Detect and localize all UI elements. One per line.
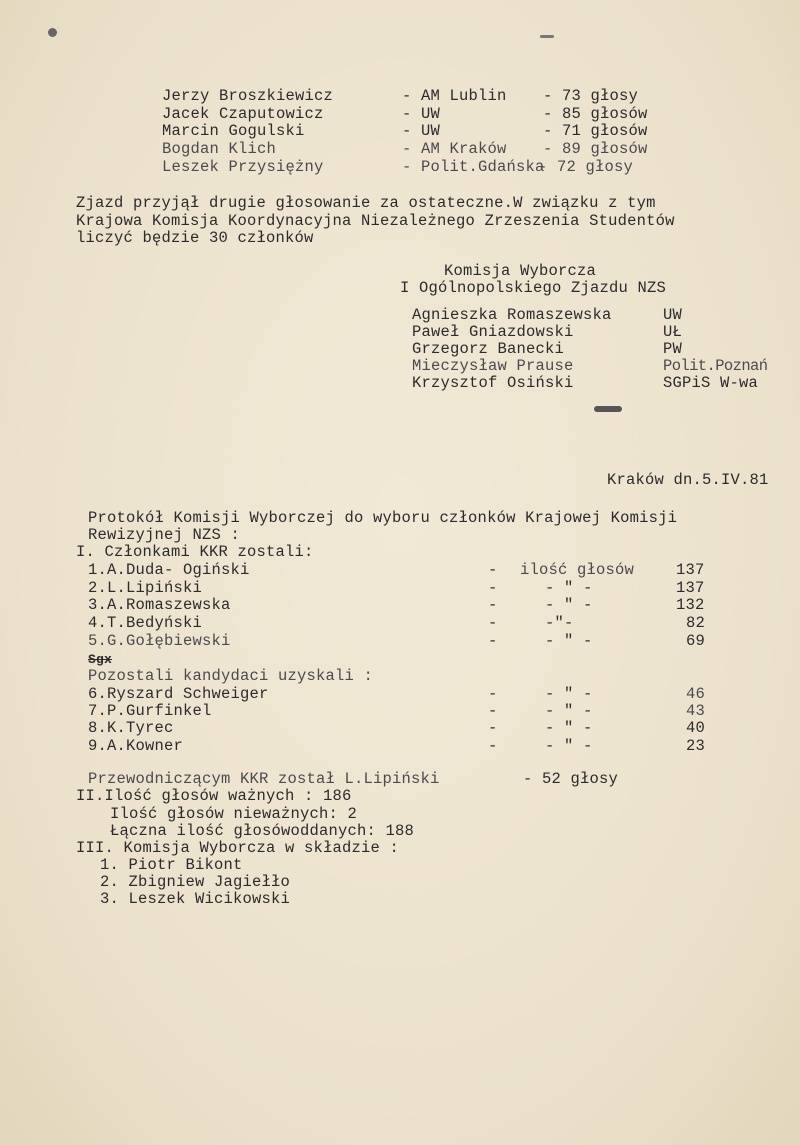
elected-votes: 69 <box>686 632 706 650</box>
section3-heading: III. Komisja Wyborcza w składzie : <box>76 839 400 857</box>
result-school: - Polit.Gdańska <box>402 158 545 176</box>
other-votes: 43 <box>686 702 706 720</box>
section3-member: 1. Piotr Bikont <box>100 856 243 874</box>
commission-school: UW <box>663 306 683 324</box>
commission-school: SGPiS W-wa <box>663 374 759 392</box>
result-votes: - 85 głosów <box>543 105 648 123</box>
section3-member: 2. Zbigniew Jagiełło <box>100 873 291 891</box>
result-row: Marcin Gogulski <box>162 122 305 140</box>
other-ditto: - " - <box>545 702 593 720</box>
protocol-title: Rewizyjnej NZS : <box>88 526 241 544</box>
other-ditto: - " - <box>545 719 593 737</box>
section2-line: II.Ilość głosów ważnych : 186 <box>76 787 352 805</box>
chair-votes: - 52 głosy <box>523 770 619 788</box>
section3-member: 3. Leszek Wicikowski <box>100 890 291 908</box>
commission-heading: Komisja Wyborcza <box>444 262 597 280</box>
other-name: 7.P.Gurfinkel <box>88 702 212 720</box>
other-name: 9.A.Kowner <box>88 737 184 755</box>
result-row: Jacek Czaputowicz <box>162 105 324 123</box>
commission-member: Grzegorz Banecki <box>412 340 565 358</box>
elected-votes: 82 <box>686 614 706 632</box>
elected-votes: 137 <box>676 579 705 597</box>
elected-dash: - <box>488 596 498 614</box>
votes-header: ilość głosów <box>520 561 635 579</box>
result-school: - AM Kraków <box>402 140 507 158</box>
elected-ditto: - " - <box>545 632 593 650</box>
commission-school: Polit.Poznań <box>663 357 768 375</box>
result-row: Bogdan Klich <box>162 140 277 158</box>
elected-name: 5.G.Gołębiewski <box>88 632 231 650</box>
paragraph-line: liczyć będzie 30 członków <box>76 229 314 247</box>
elected-ditto: - " - <box>545 596 593 614</box>
place-date: Kraków dn.5.IV.81 <box>607 471 769 489</box>
elected-name: 4.T.Bedyński <box>88 614 203 632</box>
other-name: 6.Ryszard Schweiger <box>88 685 269 703</box>
others-heading: Pozostali kandydaci uzyskali : <box>88 667 374 685</box>
result-row: Jerzy Broszkiewicz <box>162 87 334 105</box>
paper-speck <box>594 406 622 412</box>
elected-dash: - <box>488 632 498 650</box>
result-votes: - 89 głosów <box>543 140 648 158</box>
other-dash: - <box>488 702 498 720</box>
elected-votes: 132 <box>676 596 705 614</box>
protocol-title: Protokół Komisji Wyborczej do wyboru członków Krajowej Komisji <box>88 509 678 527</box>
elected-dash: - <box>488 561 498 579</box>
elected-dash: - <box>488 579 498 597</box>
elected-name: 3.A.Romaszewska <box>88 596 231 614</box>
other-votes: 40 <box>686 719 706 737</box>
elected-name: 1.A.Duda- Ogiński <box>88 561 250 579</box>
commission-member: Agnieszka Romaszewska <box>412 306 612 324</box>
paper-speck <box>48 28 57 37</box>
struck-text: Sgx <box>88 652 113 667</box>
paragraph-line: Krajowa Komisja Koordynacyjna Niezależnego Zrzeszenia Studentów <box>76 212 675 230</box>
other-dash: - <box>488 685 498 703</box>
commission-school: PW <box>663 340 683 358</box>
elected-ditto: -"- <box>545 614 574 632</box>
other-votes: 23 <box>686 737 706 755</box>
other-votes: 46 <box>686 685 706 703</box>
elected-dash: - <box>488 614 498 632</box>
other-name: 8.K.Tyrec <box>88 719 174 737</box>
section2-line: Ilość głosów nieważnych: 2 <box>110 805 358 823</box>
other-ditto: - " - <box>545 685 593 703</box>
other-dash: - <box>488 737 498 755</box>
result-votes: - 73 głosy <box>543 87 639 105</box>
result-school: - UW <box>402 105 441 123</box>
paper-speck <box>540 35 554 38</box>
commission-school: UŁ <box>663 323 683 341</box>
elected-votes: 137 <box>676 561 705 579</box>
commission-member: Krzysztof Osiński <box>412 374 574 392</box>
result-school: - AM Lublin <box>402 87 507 105</box>
section1-heading: I. Członkami KKR zostali: <box>76 543 314 561</box>
other-dash: - <box>488 719 498 737</box>
section2-line: Łączna ilość głosówoddanych: 188 <box>110 822 415 840</box>
result-row: Leszek Przysiężny <box>162 158 324 176</box>
commission-member: Mieczysław Prause <box>412 357 574 375</box>
commission-heading: I Ogólnopolskiego Zjazdu NZS <box>400 279 667 297</box>
chair-line: Przewodniczącym KKR został L.Lipiński <box>88 770 440 788</box>
result-votes: - 72 głosy <box>538 158 634 176</box>
elected-name: 2.L.Lipiński <box>88 579 203 597</box>
result-school: - UW <box>402 122 441 140</box>
other-ditto: - " - <box>545 737 593 755</box>
commission-member: Paweł Gniazdowski <box>412 323 574 341</box>
paragraph-line: Zjazd przyjął drugie głosowanie za ostateczne.W związku z tym <box>76 194 656 212</box>
elected-ditto: - " - <box>545 579 593 597</box>
result-votes: - 71 głosów <box>543 122 648 140</box>
